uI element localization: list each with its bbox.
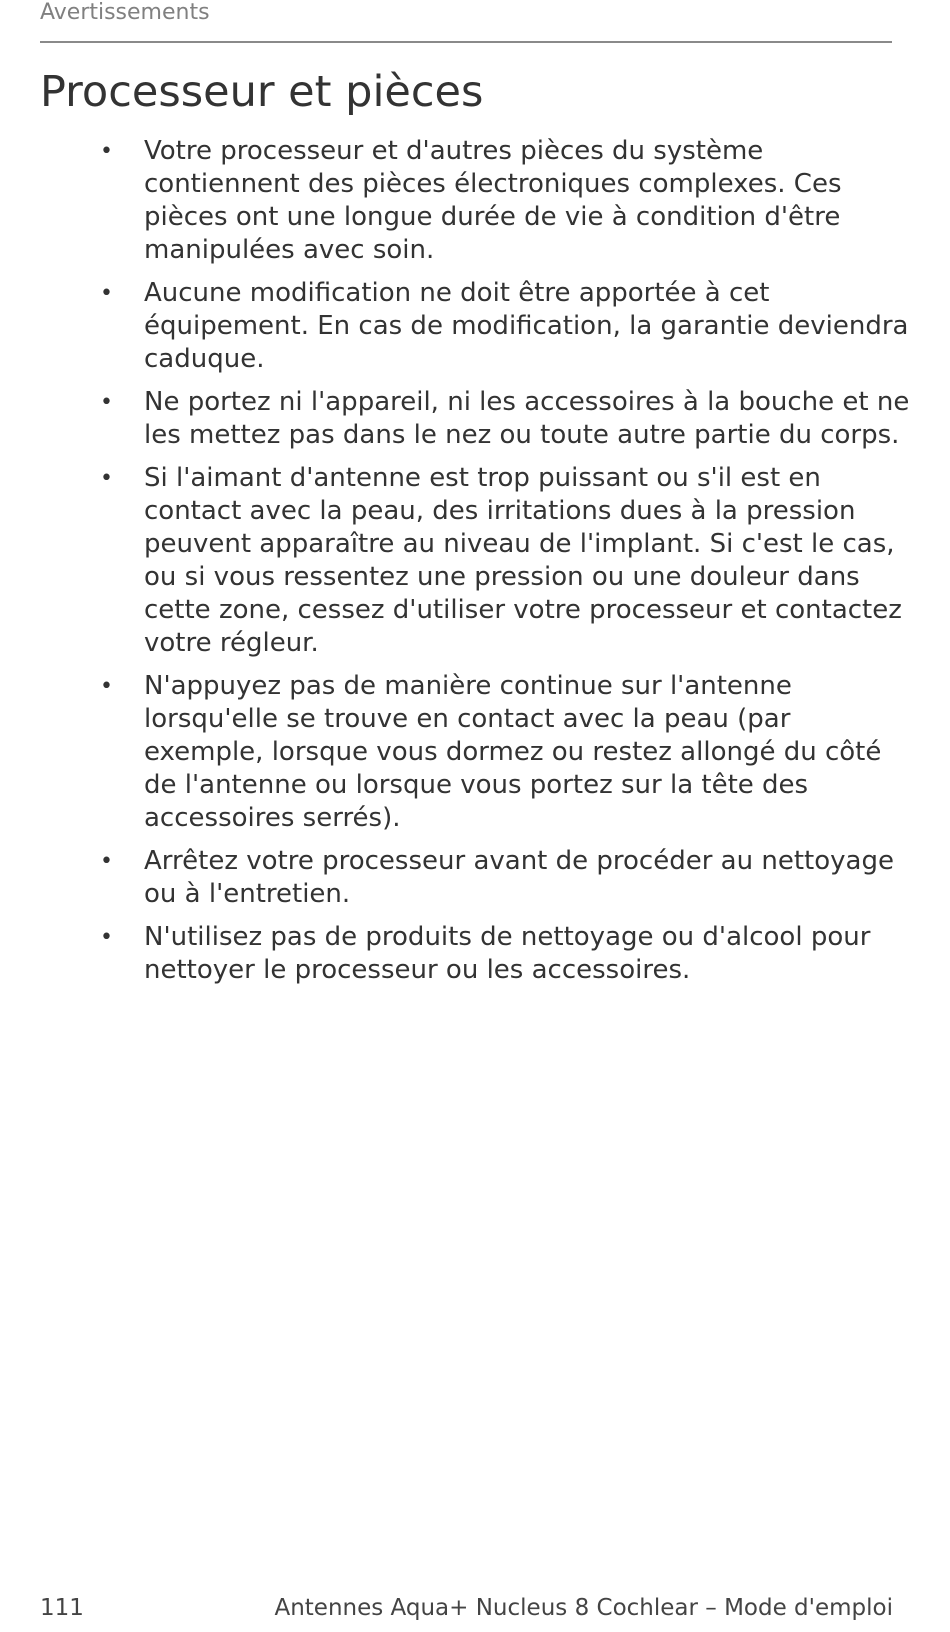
bullet-icon: •	[100, 674, 113, 699]
list-item-text: Si l'aimant d'antenne est trop puissant ou s'il est en contact avec la peau, des irritations dues à la pression peuvent apparaître au niveau de l'implant. Si c'est le cas, ou si vous ressentez une pression ou une douleur dans cette zone, cessez d'utiliser votre processeur et contactez votre régleur.	[144, 463, 902, 658]
list-item	[0, 277, 950, 376]
document-title: Antennes Aqua+ Nucleus 8 Cochlear – Mode d'emploi	[274, 1595, 893, 1621]
list-item-text: Votre processeur et d'autres pièces du système contiennent des pièces électroniques complexes. Ces pièces ont une longue durée de vie à condition d'être manipulées avec soin.	[144, 136, 842, 265]
bullet-icon: •	[100, 466, 113, 491]
page-number: 111	[40, 1595, 84, 1621]
list-item-text: Ne portez ni l'appareil, ni les accessoires à la bouche et ne les mettez pas dans le nez ou toute autre partie du corps.	[144, 387, 910, 450]
bullet-icon: •	[100, 390, 113, 415]
list-item-text: N'appuyez pas de manière continue sur l'antenne lorsqu'elle se trouve en contact avec la peau (par exemple, lorsque vous dormez ou restez allongé du côté de l'antenne ou lorsque vous portez sur la tête des accessoires serrés).	[144, 671, 882, 833]
bullet-icon: •	[100, 925, 113, 950]
bullet-icon: •	[100, 281, 113, 306]
list-item-text: Arrêtez votre processeur avant de procéder au nettoyage ou à l'entretien.	[144, 846, 894, 909]
list-item	[0, 386, 950, 452]
list-item	[0, 135, 950, 267]
warnings-list	[0, 135, 950, 997]
header-divider	[40, 41, 892, 43]
list-item	[0, 670, 950, 835]
running-header-section: Avertissements	[40, 0, 210, 25]
list-item	[0, 845, 950, 911]
list-item	[0, 921, 950, 987]
list-item	[0, 462, 950, 660]
bullet-icon: •	[100, 849, 113, 874]
list-item-text: Aucune modification ne doit être apportée à cet équipement. En cas de modification, la garantie deviendra caduque.	[144, 278, 909, 374]
list-item-text: N'utilisez pas de produits de nettoyage ou d'alcool pour nettoyer le processeur ou les accessoires.	[144, 922, 871, 985]
page-title: Processeur et pièces	[40, 67, 484, 117]
bullet-icon: •	[100, 139, 113, 164]
